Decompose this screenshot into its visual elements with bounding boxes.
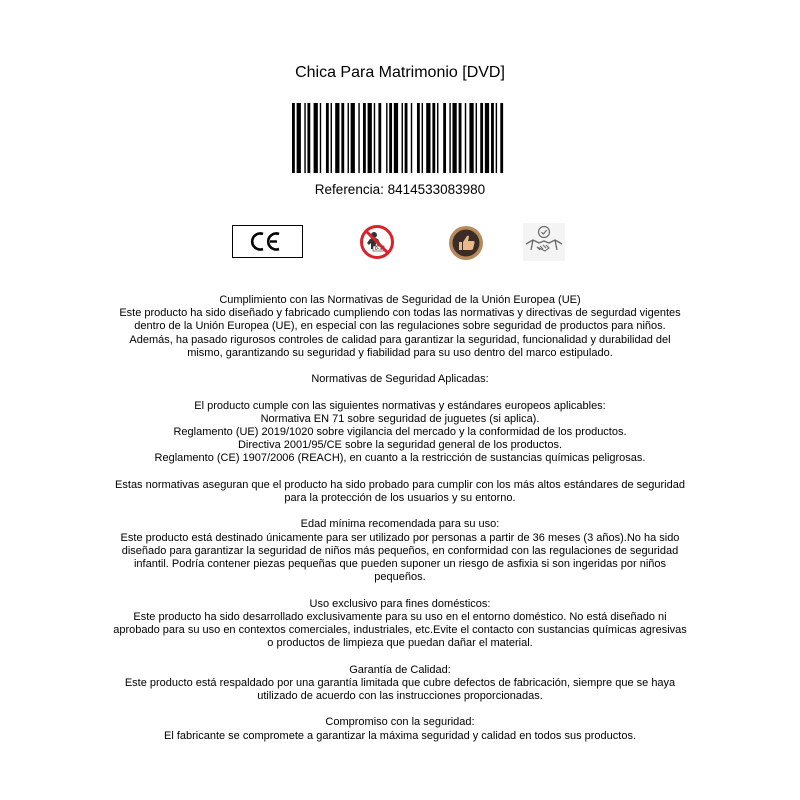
barcode-bar [443, 103, 446, 173]
eu-body: Este producto ha sido diseñado y fabricado cumpliendo con todas las normativas y directivas de segurdad vigentes dentro de la Unión Europea (UE), en especial con las regulaciones sobre seguridad de productos para niños. Además, ha pasado rigurosos controles de calidad para garantizar la seguridad, funcionalidad y durabilidad del mismo, garantizando su seguridad y fiabilidad para su uso dentro del marco estipulado. [119, 307, 681, 359]
age-body: Este producto está destinado únicamente para ser utilizado por personas a partir de 36 meses (3 años).No ha sido diseñado para garantizar la seguridad de niños más pequeños, en conformidad con las regulaciones de seguridad infantil. Podría contener piezas pequeñas que pueden suponer un riesgo de asfixia si son ingeridas por niños pequeños. [120, 531, 680, 584]
barcode-bar [389, 103, 392, 173]
barcode-bar [500, 103, 503, 173]
standard-item: Directiva 2001/95/CE sobre la seguridad general de los productos. [237, 439, 563, 452]
standards-intro: El producto cumple con las siguientes normativas y estándares europeos aplicables: [194, 399, 606, 412]
barcode-bar [437, 103, 438, 173]
section-warranty [112, 664, 688, 704]
barcode-bar [341, 103, 344, 173]
barcode-bar [326, 103, 329, 173]
svg-text:0-3: 0-3 [374, 247, 383, 252]
barcode-bar [405, 103, 408, 173]
barcode-bar [432, 103, 435, 173]
barcode-bar [307, 103, 310, 173]
barcode-bar [449, 103, 450, 173]
barcode-bar [363, 103, 366, 173]
reference-number: Referencia: 8414533083980 [314, 182, 486, 197]
barcode-bar [348, 103, 349, 173]
barcode-bar [422, 103, 423, 173]
age-heading: Edad mínima recomendada para su uso: [300, 518, 500, 531]
warranty-heading: Garantía de Calidad: [349, 663, 451, 676]
commitment-body: El fabricante se compromete a garantizar la máxima seguridad y calidad en todos sus productos. [163, 729, 637, 742]
barcode-bar [335, 103, 339, 173]
section-commitment [112, 716, 688, 742]
barcode-bar [426, 103, 430, 173]
standard-item: Reglamento (UE) 2019/1020 sobre vigilancia del mercado y la conformidad de los productos. [173, 426, 627, 438]
quality-thumbs-up-icon [447, 224, 485, 262]
barcode-bar [297, 103, 301, 173]
barcode-bar [459, 103, 462, 173]
section-domestic-use [112, 598, 688, 651]
safety-information [112, 294, 688, 756]
section-applied-standards [112, 373, 688, 386]
barcode-bar [465, 103, 466, 173]
barcode-bar [452, 103, 456, 173]
barcode-bar [368, 103, 372, 173]
barcode-bar [402, 103, 403, 173]
page-title: Chica Para Matrimonio [DVD] [295, 64, 505, 81]
barcode-bar [320, 103, 321, 173]
barcode-bar [378, 103, 381, 173]
eu-heading: Cumplimiento con las Normativas de Seguridad de la Unión Europea (UE) [219, 294, 581, 306]
assurance-body: Estas normativas aseguran que el producto ha sido probado para cumplir con los más altos estándares de seguridad para la protección de los usuarios y su entorno. [115, 478, 685, 504]
section-standards-list [112, 400, 688, 466]
barcode-bar [469, 103, 473, 173]
barcode-bar [476, 103, 477, 173]
barcode-bar [491, 103, 494, 173]
barcode-bar [304, 103, 305, 173]
applied-heading: Normativas de Seguridad Aplicadas: [311, 373, 489, 386]
section-assurance [112, 479, 688, 505]
barcode-bar [358, 103, 359, 173]
barcode-bar [386, 103, 387, 173]
ce-mark-icon [232, 225, 303, 258]
domestic-body: Este producto ha sido desarrollado exclusivamente para su uso en el entorno doméstico. No está diseñado ni aprobado para su uso en contextos comerciales, industriales, etc.Evite el contacto con sustancias químicas agresivas o productos de limpieza que puedan dañar el material. [113, 610, 687, 650]
barcode-bar [331, 103, 332, 173]
standard-item: Reglamento (CE) 1907/2006 (REACH), en cuanto a la restricción de sustancias químicas peligrosas. [154, 452, 646, 465]
barcode-bar [292, 103, 295, 173]
barcode-bar [411, 103, 412, 173]
barcode-bar [417, 103, 420, 173]
barcode-bar [374, 103, 375, 173]
barcode-bar [485, 103, 489, 173]
barcode-bar [351, 103, 355, 173]
commitment-heading: Compromiso con la seguridad: [325, 716, 475, 729]
section-minimum-age [112, 518, 688, 584]
certification-icons [0, 222, 800, 262]
domestic-heading: Uso exclusivo para fines domésticos: [309, 597, 491, 610]
barcode [292, 103, 508, 173]
standard-item: Normativa EN 71 sobre seguridad de juguetes (si aplica). [260, 412, 540, 425]
barcode-bar [394, 103, 398, 173]
barcode-bar [314, 103, 318, 173]
barcode-bar [480, 103, 483, 173]
handshake-check-icon [522, 222, 566, 262]
no-children-0-3-icon [359, 224, 395, 260]
warranty-body: Este producto está respaldado por una garantía limitada que cubre defectos de fabricación, siempre que se haya utilizado de acuerdo con las instrucciones proporcionadas. [124, 676, 676, 702]
section-eu-compliance [112, 294, 688, 360]
barcode-bar [496, 103, 497, 173]
